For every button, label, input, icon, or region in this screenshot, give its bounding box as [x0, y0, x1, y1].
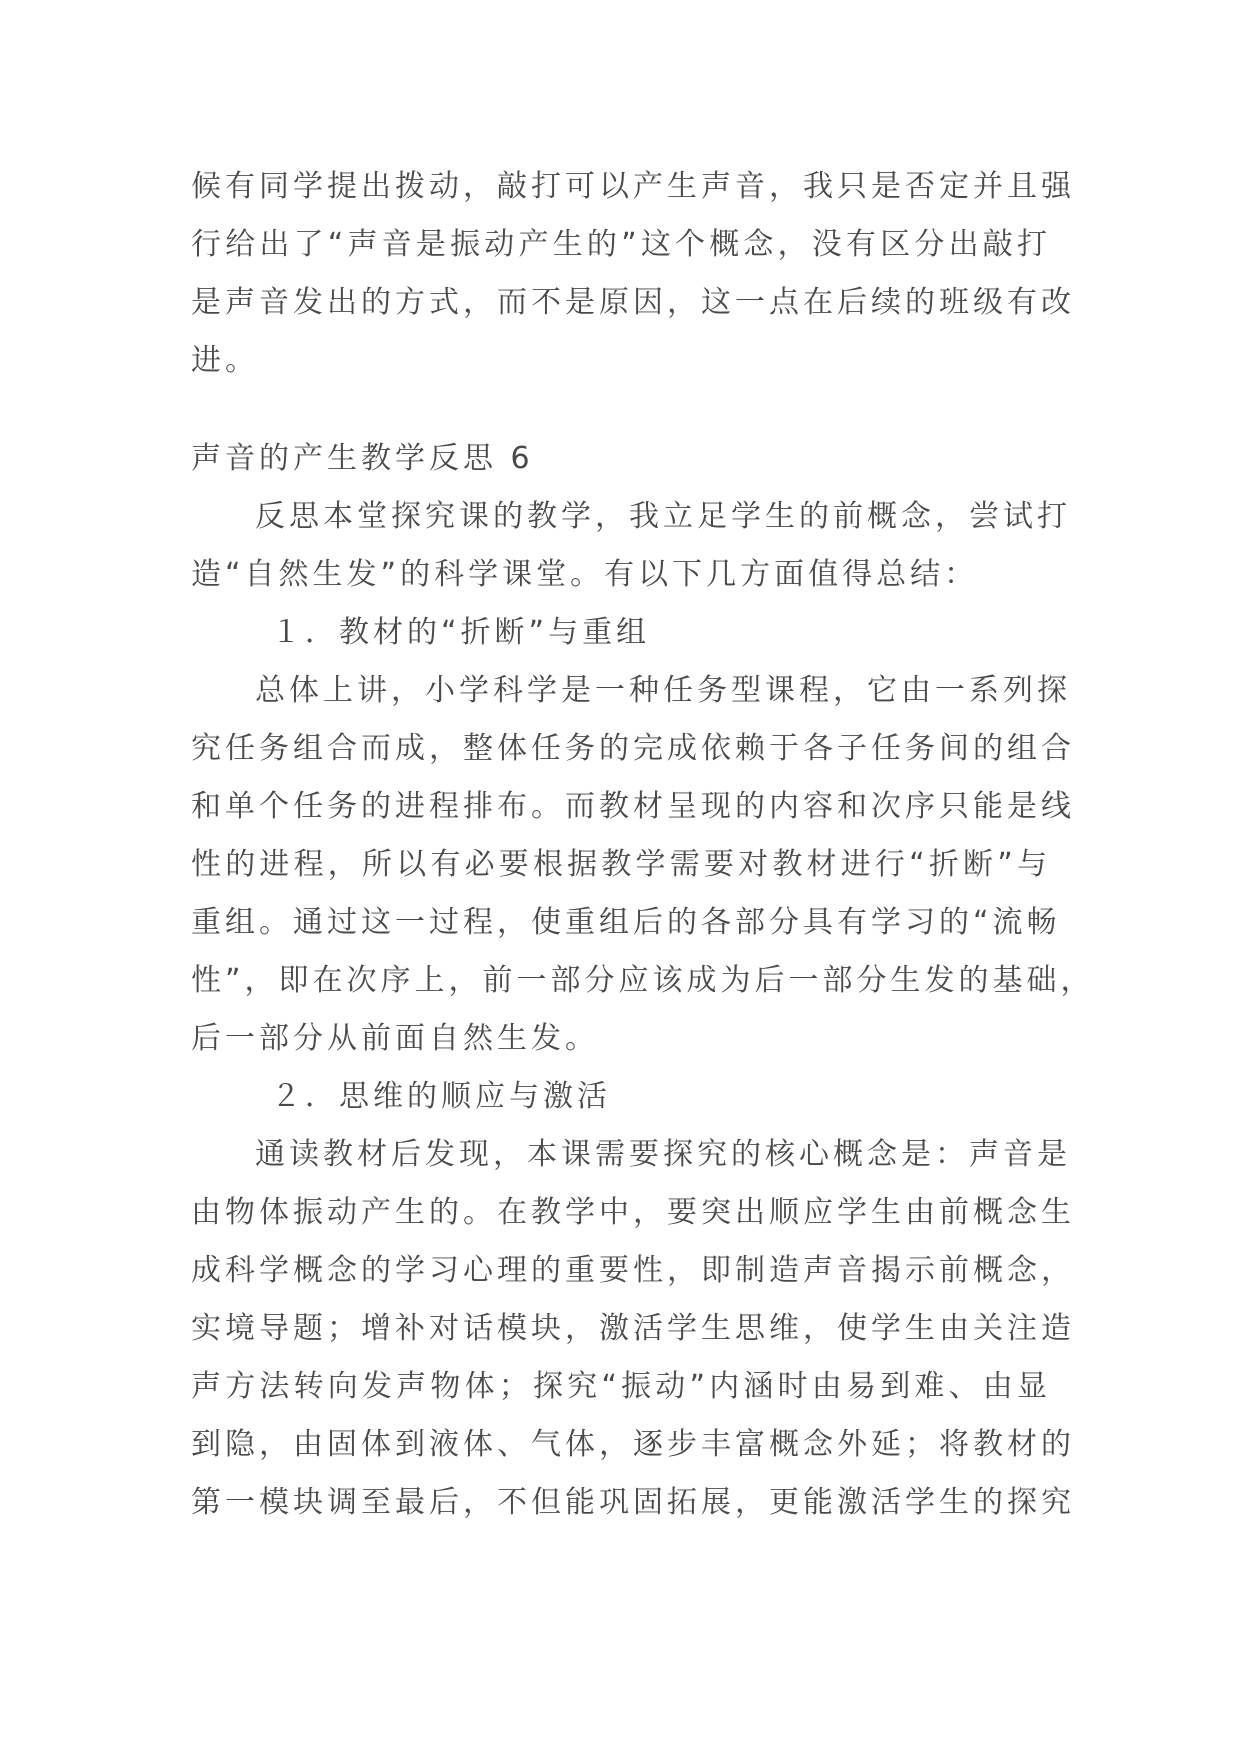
text-line: 重组。通过这一过程，使重组后的各部分具有学习的“流畅: [191, 905, 1061, 940]
text-line: 行给出了“声音是振动产生的”这个概念，没有区分出敲打: [191, 227, 1051, 262]
text-line: 由物体振动产生的。在教学中，要突出顺应学生由前概念生: [191, 1195, 1075, 1230]
text-line: ２．思维的顺应与激活: [271, 1079, 611, 1114]
text-line: 是声音发出的方式，而不是原因，这一点在后续的班级有改: [191, 285, 1075, 320]
text-line: 总体上讲，小学科学是一种任务型课程，它由一系列探: [255, 673, 1071, 708]
text-line: 性的进程，所以有必要根据教学需要对教材进行“折断”与: [191, 847, 1051, 882]
text-line: 反思本堂探究课的教学，我立足学生的前概念，尝试打: [255, 499, 1071, 534]
text-line: 成科学概念的学习心理的重要性，即制造声音揭示前概念，: [191, 1253, 1075, 1288]
text-line: 通读教材后发现，本课需要探究的核心概念是：声音是: [255, 1137, 1071, 1172]
section-title: 声音的产生教学反思 6: [191, 441, 534, 476]
text-line: 后一部分从前面自然生发。: [191, 1021, 599, 1056]
text-line: 进。: [191, 343, 259, 378]
text-line: 候有同学提出拨动，敲打可以产生声音，我只是否定并且强: [191, 169, 1075, 204]
document-body: [191, 158, 1095, 1532]
text-line: 和单个任务的进程排布。而教材呈现的内容和次序只能是线: [191, 789, 1075, 824]
section-body: [191, 488, 1095, 1532]
text-line: 声方法转向发声物体；探究“振动”内涵时由易到难、由显: [191, 1369, 1051, 1404]
text-line: 第一模块调至最后，不但能巩固拓展，更能激活学生的探究: [191, 1485, 1075, 1520]
text-line: 性”，即在次序上，前一部分应该成为后一部分生发的基础，: [191, 963, 1095, 998]
text-line: 到隐，由固体到液体、气体，逐步丰富概念外延；将教材的: [191, 1427, 1075, 1462]
text-line: 造“自然生发”的科学课堂。有以下几方面值得总结：: [191, 557, 979, 592]
continued-paragraph: [191, 158, 1075, 390]
text-line: 实境导题；增补对话模块，激活学生思维，使学生由关注造: [191, 1311, 1075, 1346]
text-line: 究任务组合而成，整体任务的完成依赖于各子任务间的组合: [191, 731, 1075, 766]
text-line: １．教材的“折断”与重组: [271, 615, 651, 650]
section-spacer: [191, 390, 1051, 430]
